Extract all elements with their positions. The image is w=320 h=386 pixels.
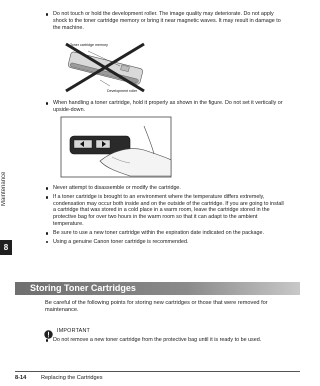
figure-do-not-touch xyxy=(60,40,150,95)
important-list xyxy=(45,337,285,346)
bullet-list-middle xyxy=(45,100,285,116)
list-item: Be sure to use a new toner cartridge within the expiration date indicated on the package. xyxy=(45,230,285,237)
page-number: 8-14 xyxy=(15,375,27,381)
list-item: When handling a toner cartridge, hold it properly as shown in the figure. Do not set it vertically or upside-down. xyxy=(45,100,285,114)
toner-memory-label: Toner cartridge memory xyxy=(70,43,108,47)
list-item: Using a genuine Canon toner cartridge is recommended. xyxy=(45,239,285,246)
footer-rule xyxy=(15,371,300,372)
list-item: If a toner cartridge is brought to an environment where the temperature differs extremely, condensation may occur both inside and on the outside of the cartridge. If you are going to install a cartridge that was stored in a cold place in a warm room, leave the cartridge stored in the protective bag for over two hours in the warm room so that it can adapt to the ambient temperature. xyxy=(45,194,285,228)
list-item: Do not touch or hold the development roller. The image quality may deteriorate. Do not apply shock to the toner cartridge memory or bring it near magnetic waves. It may result in damage to the machine. xyxy=(45,11,285,31)
important-icon xyxy=(44,326,53,335)
footer-chapter-title: Replacing the Cartridges xyxy=(41,375,103,381)
do-not-touch-illustration xyxy=(60,40,150,95)
development-roller-label: Development roller xyxy=(107,89,138,93)
list-item: Never attempt to disassemble or modify the cartridge. xyxy=(45,185,285,192)
chapter-tab-label: Maintenance xyxy=(1,171,7,207)
section-title: Storing Toner Cartridges xyxy=(30,283,136,293)
chapter-number-badge: 8 xyxy=(0,240,12,255)
figure-correct-handling xyxy=(60,116,172,178)
important-label: IMPORTANT xyxy=(57,328,91,334)
hand-holding-cartridge-illustration xyxy=(60,116,172,178)
bullet-list-bottom xyxy=(45,185,285,247)
list-item: Do not remove a new toner cartridge from the protective bag until it is ready to be used. xyxy=(45,337,285,344)
bullet-list-top xyxy=(45,11,285,33)
section-intro: Be careful of the following points for storing new cartridges or those that were removed for maintenance. xyxy=(45,300,268,313)
